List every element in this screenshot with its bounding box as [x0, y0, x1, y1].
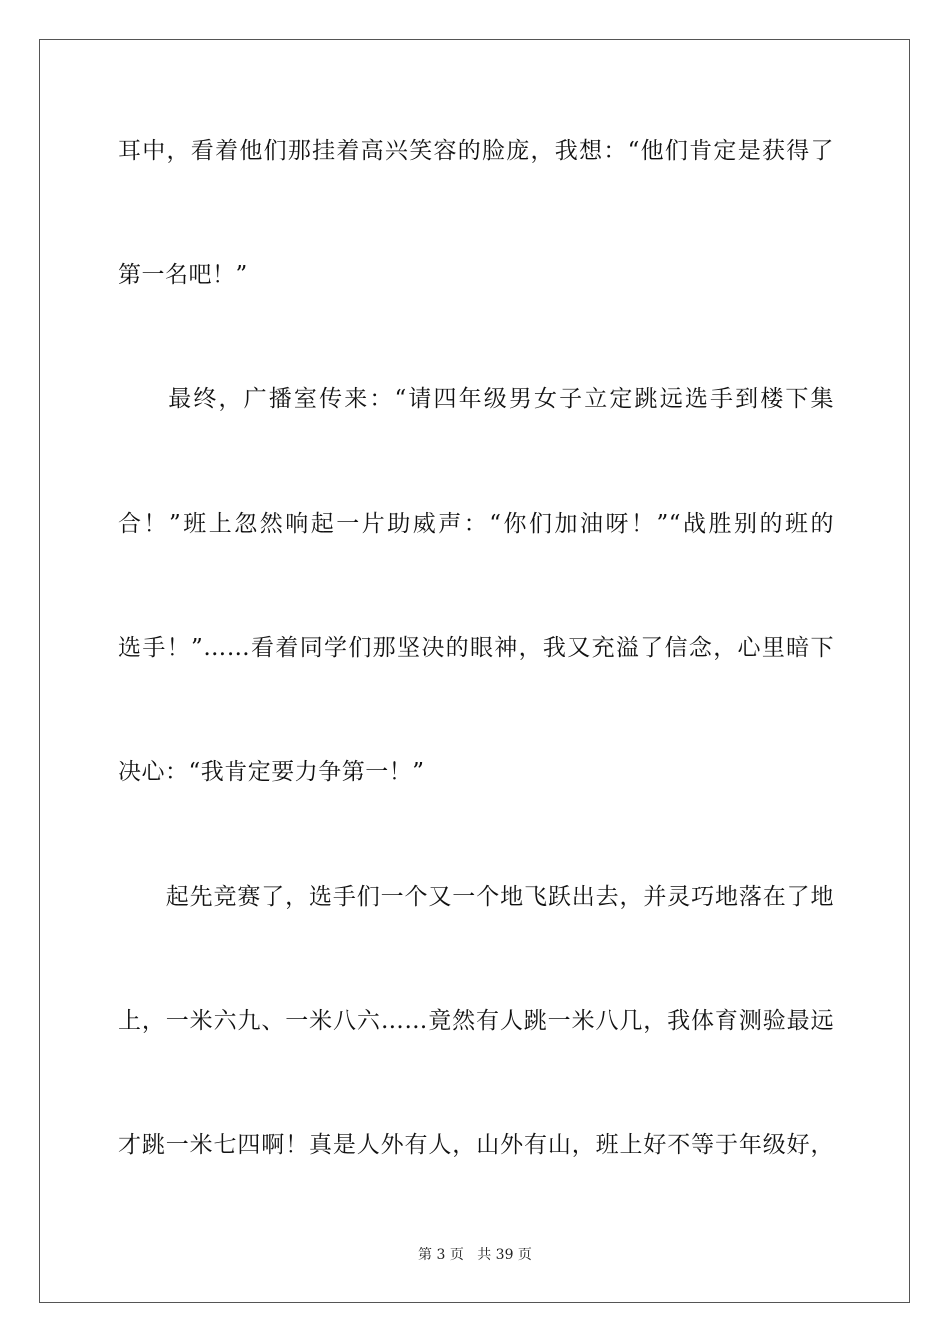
body-line-1: 耳中，看着他们那挂着高兴笑容的脸庞，我想：“他们肯定是获得了: [118, 138, 834, 164]
page-number: 第 3 页: [418, 1247, 464, 1263]
body-line-2: 第一名吧！”: [118, 262, 248, 288]
page-footer: [0, 1246, 950, 1264]
body-line-6: 决心：“我肯定要力争第一！”: [118, 759, 425, 785]
body-line-3: 最终，广播室传来：“请四年级男女子立定跳远选手到楼下集: [118, 386, 834, 412]
body-line-7: 起先竞赛了，选手们一个又一个地飞跃出去，并灵巧地落在了地: [118, 884, 834, 910]
body-line-5: 选手！”……看着同学们那坚决的眼神，我又充溢了信念，心里暗下: [118, 635, 834, 661]
body-line-9: 才跳一米七四啊！真是人外有人，山外有山，班上好不等于年级好，: [118, 1132, 834, 1158]
page-total: 共 39 页: [477, 1247, 532, 1263]
body-line-4: 合！”班上忽然响起一片助威声：“你们加油呀！”“战胜别的班的: [118, 511, 834, 537]
body-line-8: 上，一米六九、一米八六……竟然有人跳一米八几，我体育测验最远: [118, 1008, 834, 1034]
page-border: [39, 39, 910, 1303]
